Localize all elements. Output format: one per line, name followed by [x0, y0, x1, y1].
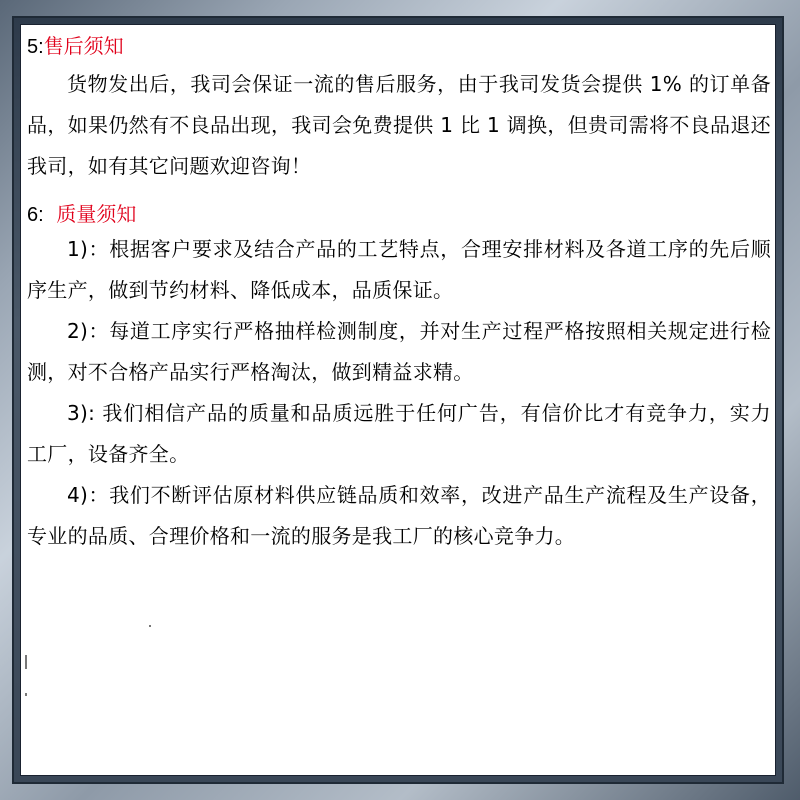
notice-content [27, 31, 771, 557]
quality-item-4: 4)：我们不断评估原材料供应链品质和效率，改进产品生产流程及生产设备，专业的品质、合理价格和一流的服务是我工厂的核心竞争力。 [27, 483, 771, 548]
section-gap [27, 187, 771, 199]
scan-speck [25, 655, 27, 669]
section-5-heading [27, 31, 771, 61]
section-after-sales [27, 31, 771, 187]
section-6-number: 6: [27, 204, 44, 226]
scan-speck [25, 693, 27, 696]
quality-item-1: 1)：根据客户要求及结合产品的工艺特点，合理安排材料及各道工序的先后顺序生产，做到节约材料、降低成本，品质保证。 [27, 237, 771, 302]
notice-panel [20, 24, 776, 776]
section-5-title: 售后须知 [43, 34, 124, 58]
quality-item-2: 2)：每道工序实行严格抽样检测制度，并对生产过程严格按照相关规定进行检测，对不合格产品实行严格淘汰，做到精益求精。 [27, 319, 771, 384]
section-quality [27, 199, 771, 557]
section-5-number: 5: [27, 36, 44, 58]
quality-item-3: 3): 我们相信产品的质量和品质远胜于任何广告，有信价比才有竞争力，实力工厂，设备齐全。 [27, 401, 771, 466]
scan-speck [149, 625, 151, 627]
section-5-paragraph: 货物发出后，我司会保证一流的售后服务，由于我司发货会提供 1% 的订单备品，如果仍然有不良品出现，我司会免费提供 1 比 1 调换，但贵司需将不良品退还我司，如有其它问题欢迎咨询！ [27, 72, 771, 178]
section-6-heading [27, 199, 771, 229]
section-6-title: 质量须知 [56, 202, 137, 226]
